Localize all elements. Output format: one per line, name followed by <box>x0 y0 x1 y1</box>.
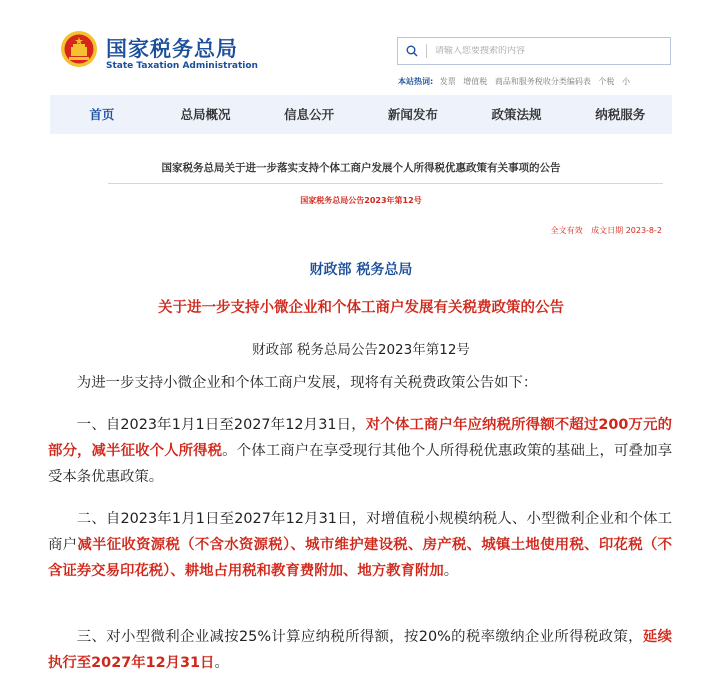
hot-words-label: 本站热词: <box>398 77 434 86</box>
document-date: 2023-8-2 <box>625 226 662 235</box>
nav-item-news[interactable]: 新闻发布 <box>387 107 438 122</box>
paragraph-3 <box>48 624 672 676</box>
document-meta <box>551 225 662 236</box>
paragraph-1-text: 一、自2023年1月1日至2027年12月31日， <box>76 417 366 433</box>
paragraph-intro: 为进一步支持小微企业和个体工商户发展，现将有关税费政策公告如下： <box>76 375 538 391</box>
site-name-en[interactable]: State Taxation Administration <box>106 61 258 71</box>
paragraph-2 <box>48 506 672 584</box>
main-nav <box>50 95 672 134</box>
paragraph-2-highlight: 减半征收资源税（不含水资源税）、城市维护建设税、房产税、城镇土地使用税、印花税（不含证券交易印花税）、耕地占用税和教育费附加、地方教育附加 <box>48 537 672 579</box>
hot-words <box>398 76 673 87</box>
search-divider <box>426 44 427 58</box>
site-header <box>0 0 719 95</box>
search-box[interactable] <box>397 37 671 65</box>
paragraph-1-text-end: 。个体工商户在享受现行其他个人所得税优惠政策的基础上，可叠加享受本条优惠政策。 <box>48 443 672 485</box>
notice-number: 财政部 税务总局公告2023年第12号 <box>252 342 470 358</box>
notice-issuer: 财政部 税务总局 <box>309 262 413 278</box>
nav-item-service[interactable]: 纳税服务 <box>595 107 646 122</box>
nav-item-policy[interactable]: 政策法规 <box>491 107 542 122</box>
hot-word-link[interactable]: 小 <box>621 77 630 86</box>
paragraph-3-highlight: 延续执行至2027年12月31日 <box>48 629 672 671</box>
paragraph-1 <box>48 412 672 490</box>
paragraph-3-text: 三、对小型微利企业减按25%计算应纳税所得额，按20%的税率缴纳企业所得税政策， <box>76 629 643 645</box>
notice-title: 关于进一步支持小微企业和个体工商户发展有关税费政策的公告 <box>158 300 564 316</box>
document-title: 国家税务总局关于进一步落实支持个体工商户发展个人所得税优惠政策有关事项的公告 <box>161 162 561 174</box>
title-divider <box>108 183 663 184</box>
site-name-cn[interactable]: 国家税务总局 <box>106 37 238 61</box>
hot-word-link[interactable]: 增值税 <box>463 77 488 86</box>
search-icon[interactable] <box>398 38 426 64</box>
paragraph-1-highlight: 对个体工商户年应纳税所得额不超过200万元的部分，减半征收个人所得税 <box>48 417 672 459</box>
search-input[interactable] <box>435 46 655 56</box>
validity-status: 全文有效 <box>550 226 583 235</box>
nav-item-disclosure[interactable]: 信息公开 <box>284 107 335 122</box>
hot-word-link[interactable]: 个税 <box>598 77 615 86</box>
paragraph-3-text-end: 。 <box>214 655 229 671</box>
nav-item-overview[interactable]: 总局概况 <box>180 107 231 122</box>
nav-item-home[interactable]: 首页 <box>89 107 115 122</box>
paragraph-2-text-end: 。 <box>443 563 459 579</box>
national-emblem-icon <box>60 30 98 68</box>
hot-word-link[interactable]: 发票 <box>439 77 456 86</box>
document-number: 国家税务总局公告2023年第12号 <box>300 196 422 205</box>
hot-word-link[interactable]: 商品和服务税收分类编码表 <box>494 77 591 86</box>
paragraph-2-text: 二、自2023年1月1日至2027年12月31日，对增值税小规模纳税人、小型微利企业和个体工商户 <box>48 511 672 553</box>
date-label: 成文日期 <box>591 226 624 235</box>
